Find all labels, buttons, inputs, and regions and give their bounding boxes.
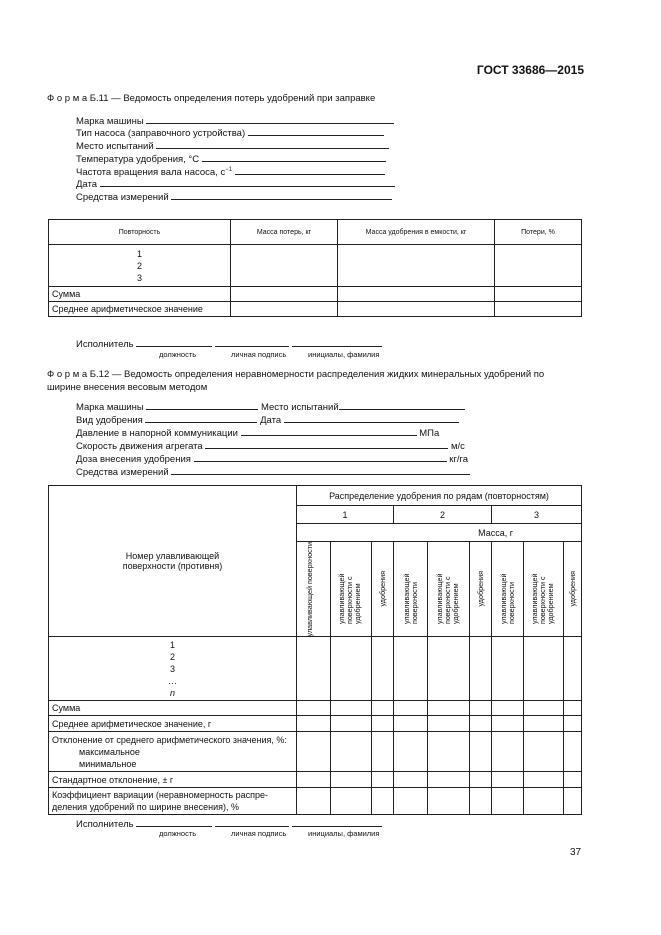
caption-name-12: инициалы, фамилия [308,829,380,838]
field-machine-12: Марка машины Место испытаний [76,400,465,414]
caption-position: должность [159,350,197,359]
field-pump-speed: Частота вращения вала насоса, $с^{-1}$ [76,164,385,179]
caption-signature: личная подпись [231,350,287,359]
field-means-12: Средства измерений [76,465,470,479]
signature-executor: Исполнитель [76,337,382,351]
sub-surface-fert-2: улавливающей поверхности с удобрением [434,573,460,625]
field-pump: Тип насоса (заправочного устройства) [76,126,384,140]
field-dose: Доза внесения удобрения кг/га [76,454,469,465]
sub-surface-1: улавливающей поверхности [304,542,314,637]
col-repetition: Повторность [49,220,231,245]
surface-numbers: 1 2 3 … n [49,637,297,701]
col-losses: Потери, % [495,220,582,245]
signature-executor-12: Исполнитель [76,817,382,831]
row-mean-12: Среднее арифметическое значение, г [49,716,297,732]
row-std: Стандартное отклонение, ± г [49,772,297,788]
sub-surface-2: улавливающей поверхности [401,573,419,625]
distribution-header: Распределение удобрения по рядам (повторностям) [297,486,582,506]
col-tank-mass: Масса удобрения в емкости, кг [338,220,495,245]
field-means: Средства измерений [76,190,392,204]
col-loss-mass: Масса потерь, кг [231,220,338,245]
caption-position-12: должность [159,829,197,838]
row-deviation: Отклонение от среднего арифметического значения, %: максимальное минимальное [49,732,297,772]
field-date: Дата [76,177,395,191]
rep-3-header: 3 [492,506,582,524]
mass-header: Масса, г [297,524,582,542]
standard-number: ГОСТ 33686—2015 [476,63,584,77]
caption-signature-12: личная подпись [231,829,287,838]
field-pressure: Давление в напорной коммуникации МПа [76,428,440,439]
field-temperature: Температура удобрения, °С [76,152,386,166]
sub-fert-3: удобрения [567,571,577,607]
field-place: Место испытаний [76,139,389,153]
caption-name: инициалы, фамилия [308,350,380,359]
sub-surface-fert-1: улавливающей поверхности с удобрением [337,573,362,625]
row-mean: Среднее арифметическое значение [49,302,231,317]
row-sum: Сумма [49,287,231,302]
field-velocity: Скорость движения агрегата м/с [76,441,465,452]
sub-fert-1: удобрения [377,571,387,607]
sub-surface-fert-3: улавливающей поверхности с удобрением [529,573,555,625]
page-number: 37 [570,847,582,858]
rep-2-header: 2 [394,506,492,524]
form-11-title: Ф о р м а Б.11 — Ведомость определения потерь удобрений при заправке [47,93,376,104]
repetition-numbers: 1 2 3 [49,245,231,287]
losses-table [48,219,582,317]
field-machine: Марка машины [76,114,394,128]
form-12-title-line2: ширине внесения весовым методом [47,382,208,393]
rep-1-header: 1 [297,506,394,524]
row-cv: Коэффициент вариации (неравномерность распре- деления удобрений по ширине внесения), % [49,788,297,815]
distribution-table [48,485,582,815]
sub-surface-3: улавливающей поверхности [498,573,516,625]
sub-fert-2: удобрения [475,571,485,607]
row-sum-12: Сумма [49,701,297,716]
field-type-12: Вид удобрения Дата [76,413,459,427]
row-header-cell: Номер улавливающей поверхности (противня) [49,486,297,637]
form-12-title-line1: Ф о р м а Б.12 — Ведомость определения неравномерности распределения жидких минеральных удобрений по [47,369,545,380]
